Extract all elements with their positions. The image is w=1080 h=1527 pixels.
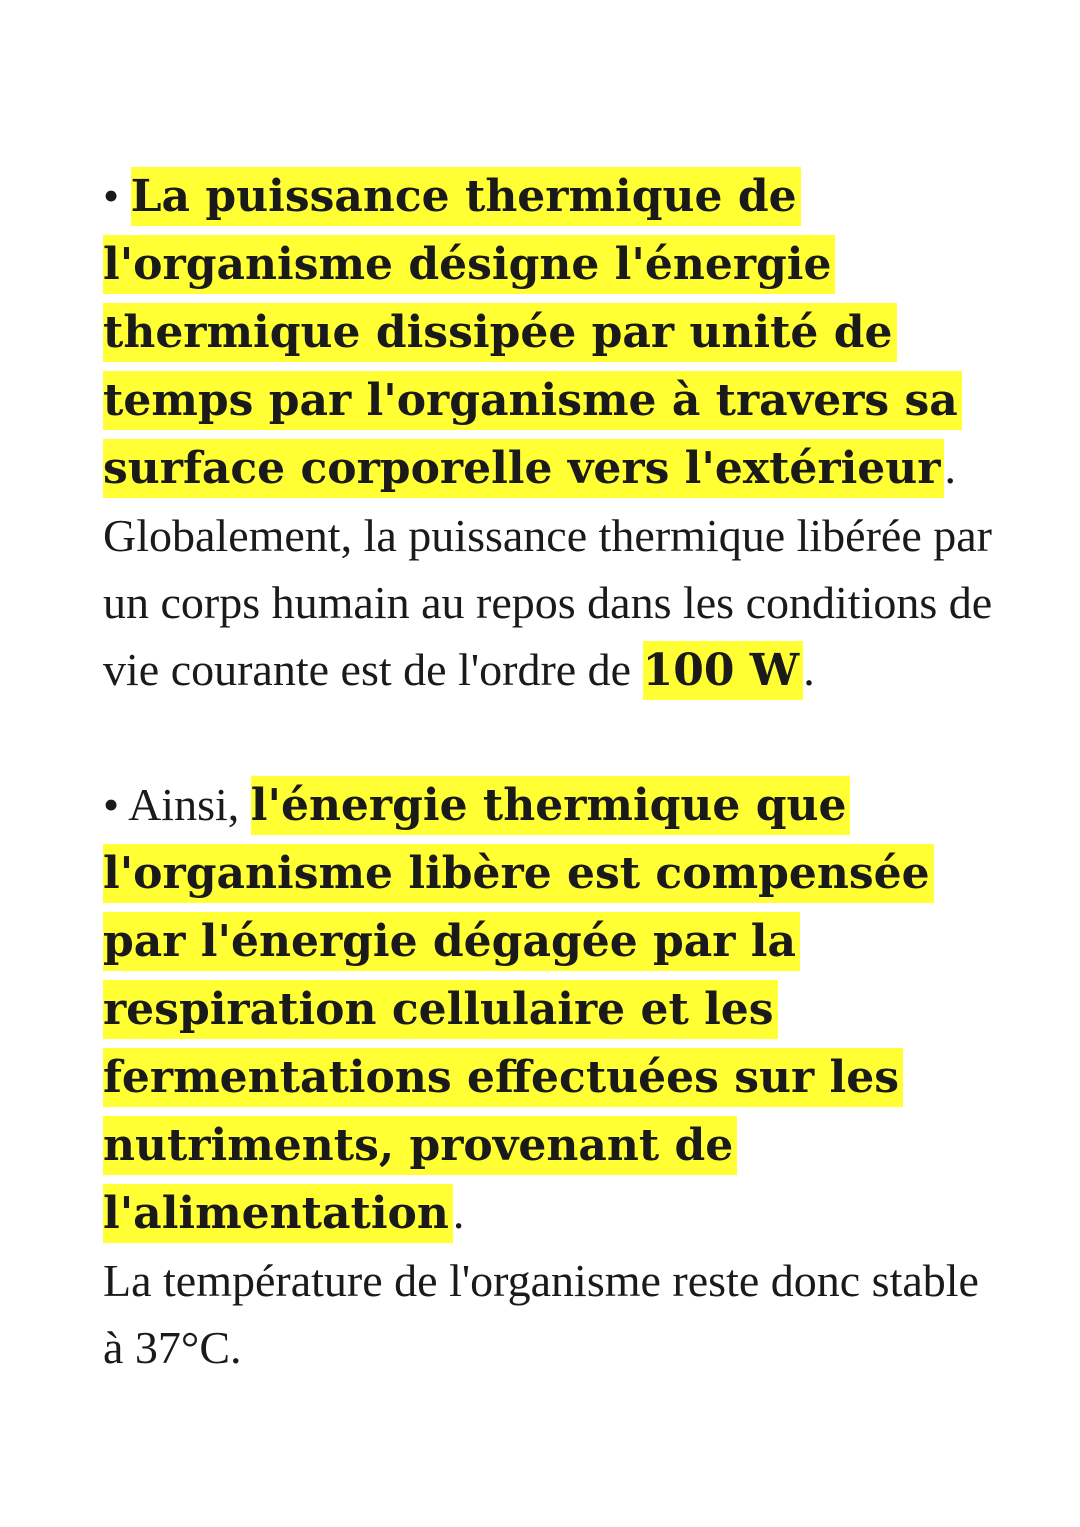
- power-sentence: [103, 502, 1003, 704]
- temperature-conclusion: La température de l'organisme reste donc stable à 37°C.: [103, 1255, 979, 1373]
- bullet-icon: •: [103, 779, 120, 830]
- paragraph-compensation: [103, 771, 1003, 1381]
- compensation-end-punct: .: [452, 1187, 465, 1238]
- power-sentence-end: .: [803, 644, 815, 695]
- highlight-compensation: l'énergie thermique que l'organisme libère est compensée par l'énergie dégagée par la respiration cellulaire et les fermentations effectuées sur les nutriments, provenant de l'alimentation: [103, 776, 934, 1243]
- intro-word: Ainsi,: [128, 779, 240, 830]
- power-sentence-text: Globalement, la puissance thermique libérée par un corps humain au repos dans les conditions de vie courante est de l'ordre de: [103, 510, 993, 695]
- bullet-icon: •: [103, 170, 120, 221]
- paragraph-thermal-power: [103, 162, 1003, 704]
- highlight-definition: La puissance thermique de l'organisme désigne l'énergie thermique dissipée par unité de temps par l'organisme à travers sa surface corporelle vers l'extérieur: [103, 167, 962, 498]
- highlight-power-value: 100 W: [643, 641, 804, 700]
- document-page: [103, 162, 1003, 1381]
- definition-end-punct: .: [944, 442, 956, 493]
